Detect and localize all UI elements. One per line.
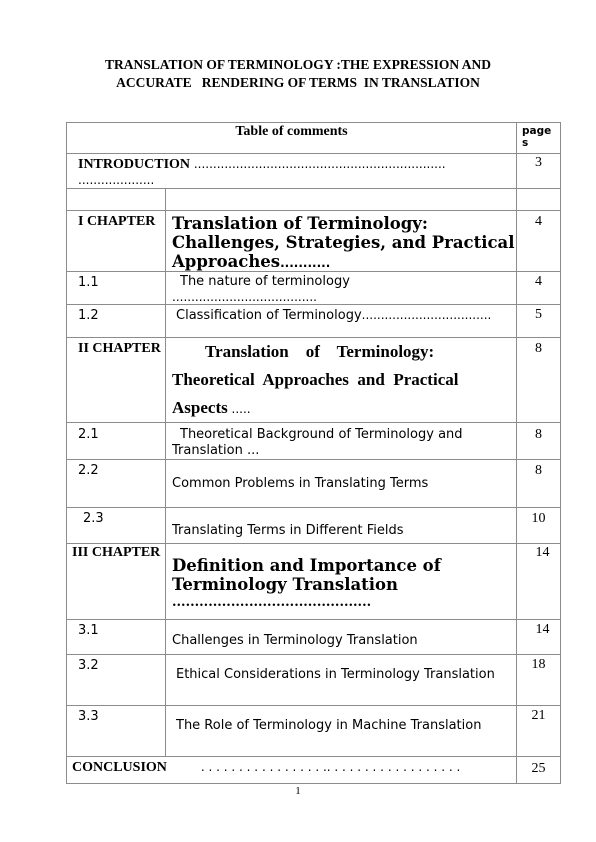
toc-row-1-2 <box>67 305 561 338</box>
section-2-1-page: 8 <box>517 423 561 460</box>
toc-row-2-1 <box>67 423 561 460</box>
title-line-1: TRANSLATION OF TERMINOLOGY :THE EXPRESSION AND <box>105 57 491 72</box>
section-2-2-number: 2.2 <box>67 460 166 508</box>
section-1-2-title <box>166 305 517 338</box>
toc-row-chapter-1 <box>67 211 561 272</box>
chapter-3-page: 14 <box>517 544 561 620</box>
title-line-2: ACCURATE RENDERING OF TERMS IN TRANSLATION <box>116 75 480 90</box>
section-3-2-number: 3.2 <box>67 655 166 706</box>
section-3-3-text: The Role of Terminology in Machine Translation <box>176 718 482 733</box>
pages-header: page s <box>517 123 561 154</box>
section-1-1-text: The nature of terminology <box>180 274 350 289</box>
section-1-2-text: Classification of Terminology <box>176 308 362 323</box>
chapter-1-title-text: Translation of Terminology: Challenges, Strategies, and Practical Approaches <box>172 214 515 271</box>
empty-cell <box>67 189 166 211</box>
section-2-2-text: Common Problems in Translating Terms <box>172 476 429 491</box>
toc-row-chapter-2 <box>67 338 561 423</box>
chapter-1-title <box>166 211 517 272</box>
section-1-1-dots: ...................................... <box>172 290 317 304</box>
chapter-2-title-line-2: Theoretical Approaches and Practical <box>172 370 459 389</box>
chapter-1-dots: ........... <box>280 256 331 270</box>
toc-header: Table of comments <box>67 123 517 154</box>
section-3-2-page: 18 <box>517 655 561 706</box>
section-3-1-page: 14 <box>517 620 561 655</box>
section-2-3-number: 2.3 <box>67 508 166 544</box>
toc-row-chapter-3 <box>67 544 561 620</box>
toc-row-2-3 <box>67 508 561 544</box>
toc-row-3-3 <box>67 706 561 757</box>
toc-row-2-2 <box>67 460 561 508</box>
chapter-1-label: I CHAPTER <box>67 211 166 272</box>
section-3-3-page: 21 <box>517 706 561 757</box>
section-1-2-number: 1.2 <box>67 305 166 338</box>
intro-entry <box>67 154 517 189</box>
toc-row-introduction <box>67 154 561 189</box>
chapter-2-title-line-3: Aspects <box>172 398 228 417</box>
toc-row-conclusion <box>67 757 561 784</box>
section-3-3-title <box>166 706 517 757</box>
intro-dots: .................................................................. <box>190 157 446 171</box>
intro-label: INTRODUCTION <box>78 157 191 172</box>
chapter-1-page: 4 <box>517 211 561 272</box>
section-2-3-page: 10 <box>517 508 561 544</box>
chapter-2-title <box>166 338 517 423</box>
section-2-2-title <box>166 460 517 508</box>
chapter-3-label: III CHAPTER <box>67 544 166 620</box>
toc-row-3-2 <box>67 655 561 706</box>
section-3-3-number: 3.3 <box>67 706 166 757</box>
table-of-contents <box>66 122 561 784</box>
chapter-3-title <box>166 544 517 620</box>
intro-page: 3 <box>517 154 561 189</box>
chapter-3-title-text: Definition and Importance of Terminology Translation <box>172 556 441 594</box>
toc-row-3-1 <box>67 620 561 655</box>
section-1-1-title <box>166 272 517 305</box>
empty-cell <box>166 189 517 211</box>
section-1-1-page: 4 <box>517 272 561 305</box>
conclusion-dots: . . . . . . . . . . . . . . . . .. . . . . . . . . . . . . . . . . . <box>200 760 461 774</box>
section-3-2-text: Ethical Considerations in Terminology Translation <box>176 667 495 682</box>
conclusion-entry <box>67 757 517 784</box>
conclusion-page: 25 <box>517 757 561 784</box>
section-2-1-text: Theoretical Background of Terminology and Translation ... <box>172 427 463 458</box>
toc-header-row <box>67 123 561 154</box>
chapter-3-dots: ............................................ <box>172 595 372 610</box>
chapter-2-dots: ..... <box>227 402 251 416</box>
toc-row-empty <box>67 189 561 211</box>
section-1-2-page: 5 <box>517 305 561 338</box>
section-2-1-number: 2.1 <box>67 423 166 460</box>
section-1-2-dots: .................................. <box>361 308 492 322</box>
empty-cell <box>517 189 561 211</box>
section-2-1-title <box>166 423 517 460</box>
chapter-2-label: II CHAPTER <box>67 338 166 423</box>
document-title <box>0 56 596 92</box>
chapter-2-page: 8 <box>517 338 561 423</box>
section-2-3-title: Translating Terms in Different Fields <box>166 508 517 544</box>
section-3-1-number: 3.1 <box>67 620 166 655</box>
section-3-1-title: Challenges in Terminology Translation <box>166 620 517 655</box>
conclusion-label: CONCLUSION <box>72 760 167 775</box>
toc-row-1-1 <box>67 272 561 305</box>
page-number: 1 <box>295 785 301 797</box>
intro-dots-2: .................... <box>78 173 155 187</box>
section-1-1-number: 1.1 <box>67 272 166 305</box>
section-2-2-page: 8 <box>517 460 561 508</box>
chapter-2-title-line-1: Translation of Terminology: <box>205 342 435 361</box>
section-3-2-title <box>166 655 517 706</box>
